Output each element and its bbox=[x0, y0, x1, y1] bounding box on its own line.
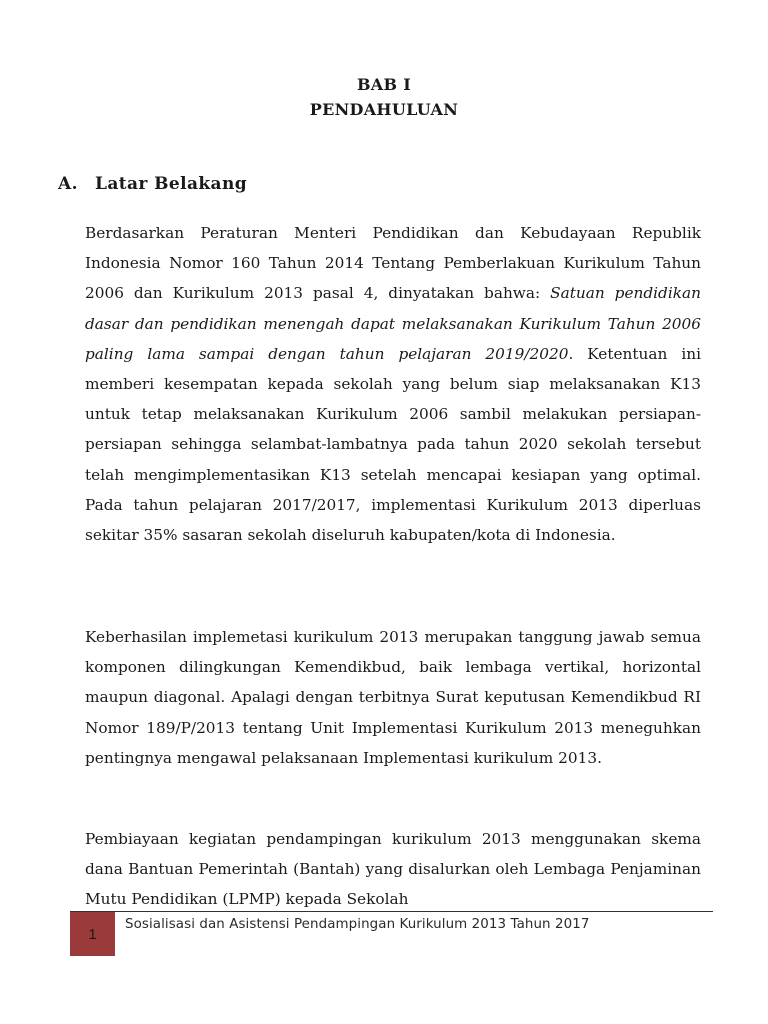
footer-text: Sosialisasi dan Asistensi Pendampingan Kurikulum 2013 Tahun 2017 bbox=[125, 917, 590, 932]
section-letter: A. bbox=[58, 174, 78, 194]
section-heading bbox=[58, 174, 247, 194]
footer-divider bbox=[70, 911, 713, 912]
paragraph-1 bbox=[85, 218, 701, 550]
paragraph-2: Keberhasilan implemetasi kurikulum 2013 merupakan tanggung jawab semua komponen dilingkungan Kemendikbud, baik lembaga vertikal, horizontal maupun diagonal. Apalagi dengan terbitnya Surat keputusan Kemendikbud RI Nomor 189/P/2013 tentang Unit Implementasi Kurikulum 2013 meneguhkan pentingnya mengawal pelaksanaan Implementasi kurikulum 2013. bbox=[85, 628, 701, 767]
paragraph-1-rest: . Ketentuan ini memberi kesempatan kepada sekolah yang belum siap melaksanakan K13 untuk tetap melaksanakan Kurikulum 2006 sambil melakukan persiapan-persiapan sehingga selambat-lambatnya pada tahun 2020 sekolah tersebut telah mengimplementasikan K13 setelah mencapai kesiapan yang optimal. Pada tahun pelajaran 2017/2017, implementasi Kurikulum 2013 diperluas sekitar 35% sasaran sekolah diseluruh kabupaten/kota di Indonesia. bbox=[85, 344, 701, 545]
chapter-title: PENDAHULUAN bbox=[309, 100, 459, 119]
paragraph-1-intro: Berdasarkan Peraturan Menteri Pendidikan dan Kebudayaan Republik Indonesia Nomor 160 Tahun 2014 Tentang Pemberlakuan Kurikulum Tahun 2006 dan Kurikulum 2013 pasal 4, dinyatakan bahwa: bbox=[85, 224, 701, 303]
paragraph-1-quote: Satuan pendidikan dasar dan pendidikan menengah dapat melaksanakan Kurikulum Tahun 2006 paling lama sampai dengan tahun pelajaran 2019/2020 bbox=[85, 284, 701, 363]
chapter-label: BAB I bbox=[356, 75, 411, 94]
paragraph-3: Pembiayaan kegiatan pendampingan kurikulum 2013 menggunakan skema dana Bantuan Pemerintah (Bantah) yang disalurkan oleh Lembaga Penjaminan Mutu Pendidikan (LPMP) kepada Sekolah bbox=[85, 830, 701, 909]
page-number-badge: 1 bbox=[70, 912, 115, 956]
section-title: Latar Belakang bbox=[95, 174, 248, 194]
